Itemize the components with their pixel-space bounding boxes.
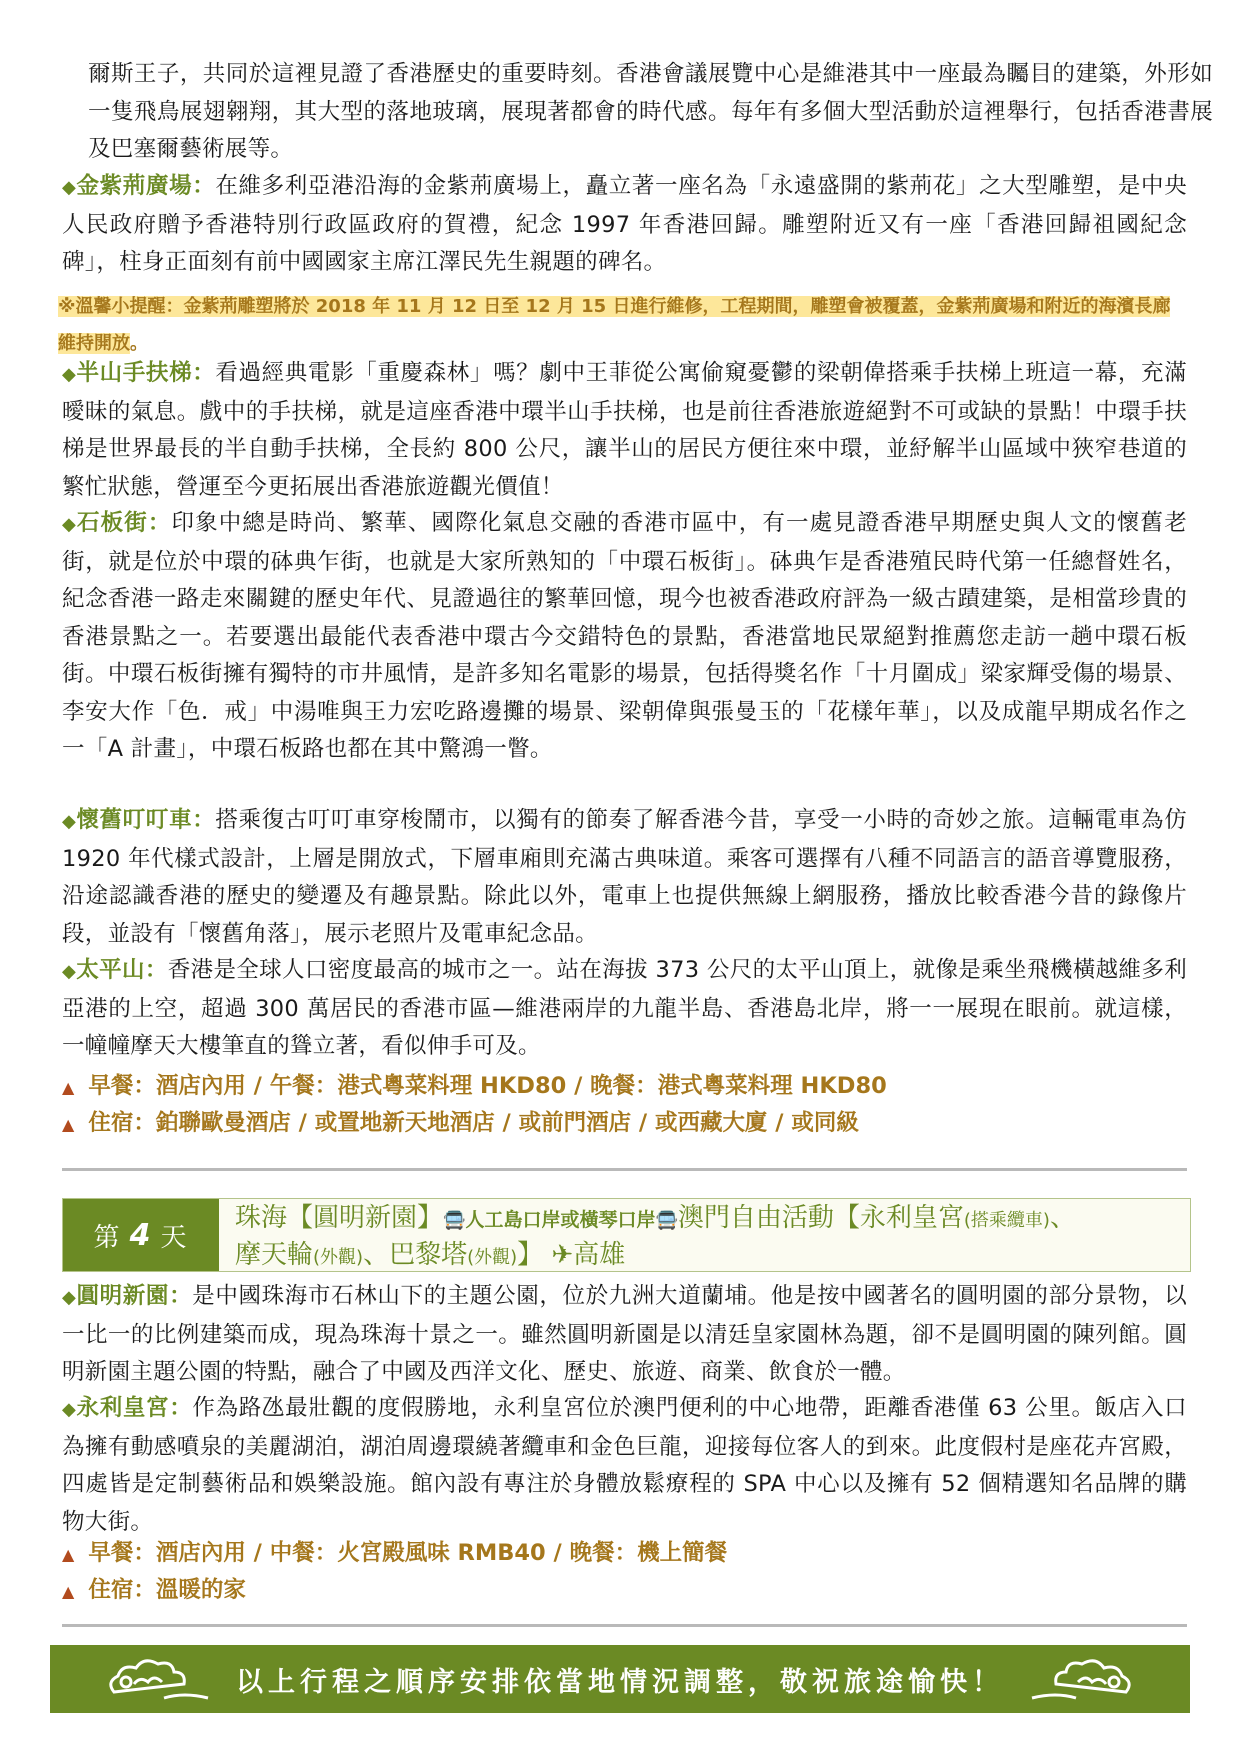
footer-text: 以上行程之順序安排依當地情況調整，敬祝旅途愉快！ [236, 1666, 1004, 1698]
item-title: 圓明新園： [76, 1283, 193, 1309]
triangle-icon: ▲ [62, 1545, 75, 1564]
diamond-bullet-icon: ◆ [62, 811, 77, 832]
item-title: 石板街： [76, 510, 172, 536]
list-item-victoria-peak [62, 952, 1187, 1066]
item-text: 看過經典電影「重慶森林」嗎？劇中王菲從公寓偷窺憂鬱的梁朝偉搭乘手扶梯上班這一幕，充滿曖昧的氣息。戲中的手扶梯，就是這座香港中環半山手扶梯，也是前往香港旅遊絕對不可或缺的景點！中環手扶梯是世界最長的半自動手扶梯，全長約 800 公尺，讓半山的居民方便往來中環，並紓解半山區域中狹窄巷道的繁忙狀態，營運至今更拓展出香港旅遊觀光價值！ [62, 360, 1187, 500]
diamond-bullet-icon: ◆ [62, 514, 77, 535]
day3-hotel: ▲ 住宿：鉑聯歐曼酒店 / 或置地新天地酒店 / 或前門酒店 / 或西藏大廈 / 或同級 [62, 1110, 859, 1136]
item-text: 搭乘復古叮叮車穿梭鬧市，以獨有的節奏了解香港今昔，享受一小時的奇妙之旅。這輛電車為仿 1920 年代樣式設計，上層是開放式，下層車廂則充滿古典味道。乘客可選擇有八種不同語言的語音導覽服務，沿途認識香港的歷史的變遷及有趣景點。除此以外，電車上也提供無線上網服務，播放比較香港今昔的錄像片段，並設有「懷舊角落」，展示老照片及電車紀念品。 [62, 807, 1187, 947]
item-text: 是中國珠海市石林山下的主題公園，位於九洲大道蘭埔。他是按中國著名的圓明園的部分景物，以一比一的比例建築而成，現為珠海十景之一。雖然圓明新園是以清廷皇家園林為題，卻不是圓明園的陳列館。圓明新園主題公園的特點，融合了中國及西洋文化、歷史、旅遊、商業、飲食於一體。 [62, 1283, 1187, 1385]
diamond-bullet-icon: ◆ [62, 1399, 77, 1420]
item-text: 香港是全球人口密度最高的城市之一。站在海拔 373 公尺的太平山頂上，就像是乘坐飛機橫越維多利亞港的上空，超過 300 萬居民的香港市區—維港兩岸的九龍半島、香港島北岸，將一一展現在眼前。就這樣，一幢幢摩天大樓筆直的聳立著，看似伸手可及。 [62, 957, 1187, 1059]
diamond-bullet-icon: ◆ [62, 961, 77, 982]
list-item-wynn-palace [62, 1390, 1187, 1541]
list-item-tram [62, 802, 1187, 953]
item-title: 半山手扶梯： [76, 360, 216, 386]
item-text: 印象中總是時尚、繁華、國際化氣息交融的香港市區中，有一處見證香港早期歷史與人文的懷舊老街，就是位於中環的砵典乍街，也就是大家所熟知的「中環石板街」。砵典乍是香港殖民時代第一任總督姓名，紀念香港一路走來關鍵的歷史年代、見證過往的繁華回憶，現今也被香港政府評為一級古蹟建築，是相當珍貴的香港景點之一。若要選出最能代表香港中環古今交錯特色的景點，香港當地民眾絕對推薦您走訪一趟中環石板街。中環石板街擁有獨特的市井風情，是許多知名電影的場景，包括得獎名作「十月圍成」梁家輝受傷的場景、李安大作「色．戒」中湯唯與王力宏吃路邊攤的場景、梁朝偉與張曼玉的「花樣年華」，以及成龍早期成名作之一「A 計畫」，中環石板路也都在其中驚鴻一瞥。 [62, 510, 1187, 762]
day4-title: 珠海【圓明新園】🚍人工島口岸或橫琴口岸🚍澳門自由活動【永利皇宮(搭乘纜車)、 摩天輪(外觀)、巴黎塔(外觀)】 ✈高雄 [235, 1203, 1076, 1270]
divider [62, 1624, 1187, 1627]
divider [62, 1168, 1187, 1171]
diamond-bullet-icon: ◆ [62, 177, 77, 198]
triangle-icon: ▲ [62, 1582, 75, 1601]
item-title: 金紫荊廣場： [76, 173, 216, 199]
triangle-icon: ▲ [62, 1078, 75, 1097]
footer-banner [50, 1645, 1190, 1713]
diamond-bullet-icon: ◆ [62, 1287, 77, 1308]
list-item-yuanming-garden [62, 1278, 1187, 1392]
list-item-stone-slab-street [62, 505, 1187, 769]
notice-text: 金紫荊雕塑將於 2018 年 11 月 12 日至 12 月 15 日進行維修，工程期間，雕塑會被覆蓋，金紫荊廣場和附近的海濱長廊維持開放 [58, 296, 1171, 354]
day3-meals: ▲ 早餐：酒店內用 / 午餐：港式粵菜料理 HKD80 / 晚餐：港式粵菜料理 HKD80 [62, 1073, 887, 1099]
bus-icon: 🚍 [655, 1210, 678, 1231]
day4-hotel: ▲ 住宿：溫暖的家 [62, 1577, 246, 1603]
convention-centre-paragraph: 爾斯王子，共同於這裡見證了香港歷史的重要時刻。香港會議展覽中心是維港其中一座最為矚目的建築，外形如一隻飛鳥展翅翱翔，其大型的落地玻璃，展現著都會的時代感。每年有多個大型活動於這裡舉行，包括香港書展及巴塞爾藝術展等。 [88, 61, 1213, 162]
notice-label: ※溫馨小提醒： [58, 296, 184, 317]
cloud-ornament-icon [104, 1654, 214, 1704]
cloud-ornament-icon [1026, 1654, 1136, 1704]
list-item-escalator [62, 355, 1187, 506]
triangle-icon: ▲ [62, 1115, 75, 1134]
list-item-golden-bauhinia [62, 168, 1187, 282]
notice-box: ※溫馨小提醒：金紫荊雕塑將於 2018 年 11 月 12 日至 12 月 15 日進行維修，工程期間，雕塑會被覆蓋，金紫荊廣場和附近的海濱長廊維持開放。 [58, 296, 1171, 354]
airplane-icon: ✈ [551, 1240, 574, 1270]
bus-icon: 🚍 [443, 1210, 466, 1231]
item-title: 永利皇宮： [76, 1395, 193, 1421]
item-title: 太平山： [76, 957, 168, 983]
item-text: 作為路氹最壯觀的度假勝地，永利皇宮位於澳門便利的中心地帶，距離香港僅 63 公里。飯店入口為擁有動感噴泉的美麗湖泊，湖泊周邊環繞著纜車和金色巨龍，迎接每位客人的到來。此度假村是座花卉宮殿，四處皆是定制藝術品和娛樂設施。館內設有專注於身體放鬆療程的 SPA 中心以及擁有 52 個精選知名品牌的購物大街。 [62, 1395, 1187, 1535]
day-badge: 第 4 天 [63, 1199, 219, 1271]
day4-meals: ▲ 早餐：酒店內用 / 中餐：火宮殿風味 RMB40 / 晚餐：機上簡餐 [62, 1540, 728, 1566]
item-text: 在維多利亞港沿海的金紫荊廣場上，矗立著一座名為「永遠盛開的紫荊花」之大型雕塑，是中央人民政府贈予香港特別行政區政府的賀禮，紀念 1997 年香港回歸。雕塑附近又有一座「香港回歸祖國紀念碑」，柱身正面刻有前中國國家主席江澤民先生親題的碑名。 [62, 173, 1187, 275]
diamond-bullet-icon: ◆ [62, 364, 77, 385]
day4-header [62, 1198, 1191, 1272]
item-title: 懷舊叮叮車： [76, 807, 216, 833]
